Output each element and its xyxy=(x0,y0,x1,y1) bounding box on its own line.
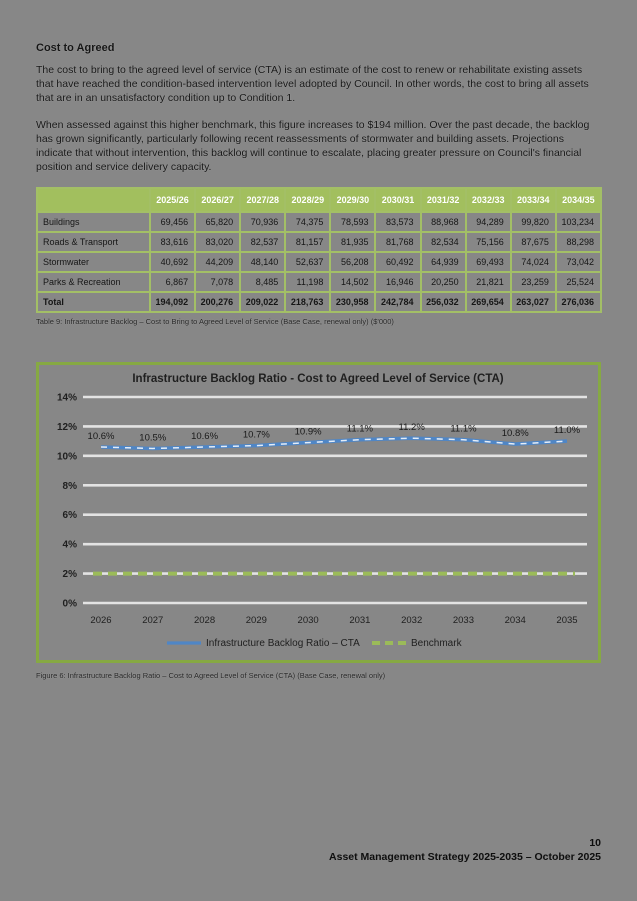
data-label: 10.5% xyxy=(139,432,167,444)
table-row xyxy=(37,232,601,252)
table-cell: 16,946 xyxy=(375,272,420,292)
data-label: 11.1% xyxy=(450,423,477,435)
table-cell: 194,092 xyxy=(150,292,195,312)
data-label: 10.6% xyxy=(87,431,115,443)
table-cell: 82,534 xyxy=(421,232,466,252)
figure-caption: Figure 6: Infrastructure Backlog Ratio – Cost to Agreed Level of Service (CTA) (Base Case, renewal only) xyxy=(36,671,386,680)
paragraph-benchmark: When assessed against this higher benchmark, this figure increases to $194 million. Over the past decade, the backlog has grown significantly, particularly following recent reassessments of stormwater and building assets. Projections indicate that without intervention, this backlog will continue to escalate, placing greater pressure on Council's financial position and service delivery capacity. xyxy=(36,119,590,173)
page-footer xyxy=(329,837,601,863)
backlog-table xyxy=(36,187,602,313)
y-tick-label: 6% xyxy=(62,510,77,522)
x-tick-label: 2027 xyxy=(142,615,164,626)
table-cell: 65,820 xyxy=(195,212,240,232)
table-cell: 83,020 xyxy=(195,232,240,252)
table-header-cell: 2027/28 xyxy=(240,188,285,212)
table-cell: 6,867 xyxy=(150,272,195,292)
y-tick-label: 0% xyxy=(62,598,77,610)
table-cell: 242,784 xyxy=(375,292,420,312)
table-cell: 263,027 xyxy=(511,292,556,312)
table-cell: 103,234 xyxy=(556,212,601,232)
table-cell: 48,140 xyxy=(240,252,285,272)
data-label: 10.6% xyxy=(191,431,219,443)
data-label: 10.9% xyxy=(294,426,322,438)
y-tick-label: 2% xyxy=(62,569,77,581)
x-tick-label: 2033 xyxy=(452,615,475,626)
table-cell: 7,078 xyxy=(195,272,240,292)
table-row xyxy=(37,212,601,232)
chart-canvas xyxy=(39,365,598,660)
table-header-cell: 2029/30 xyxy=(330,188,375,212)
data-label: 11.2% xyxy=(398,422,425,434)
table-cell: 83,616 xyxy=(150,232,195,252)
table-row xyxy=(37,292,601,312)
table-cell: 269,654 xyxy=(466,292,511,312)
table-header-cell: 2033/34 xyxy=(511,188,556,212)
table-header-cell: 2025/26 xyxy=(150,188,195,212)
table-cell: 88,968 xyxy=(421,212,466,232)
y-tick-label: 12% xyxy=(56,421,77,433)
table-cell: 56,208 xyxy=(330,252,375,272)
table-cell: 82,537 xyxy=(240,232,285,252)
row-label: Buildings xyxy=(37,212,150,232)
footer-doc-title: Asset Management Strategy 2025-2035 – October 2025 xyxy=(329,851,601,863)
legend-benchmark-label: Benchmark xyxy=(411,638,462,649)
table-cell: 81,935 xyxy=(330,232,375,252)
table-cell: 81,157 xyxy=(285,232,330,252)
table-cell: 209,022 xyxy=(240,292,285,312)
chart-title: Infrastructure Backlog Ratio - Cost to Agreed Level of Service (CTA) xyxy=(132,373,504,385)
table-cell: 81,768 xyxy=(375,232,420,252)
table-header-cell: 2030/31 xyxy=(375,188,420,212)
backlog-table-body xyxy=(37,212,601,312)
table-cell: 83,573 xyxy=(375,212,420,232)
row-label: Roads & Transport xyxy=(37,232,150,252)
legend-cta-label: Infrastructure Backlog Ratio – CTA xyxy=(206,638,360,649)
table-header-cell: 2034/35 xyxy=(556,188,601,212)
table-cell: 40,692 xyxy=(150,252,195,272)
table-header-cell: 2028/29 xyxy=(285,188,330,212)
table-cell: 75,156 xyxy=(466,232,511,252)
table-cell: 74,375 xyxy=(285,212,330,232)
x-tick-label: 2035 xyxy=(556,615,578,626)
table-cell: 20,250 xyxy=(421,272,466,292)
table-cell: 69,456 xyxy=(150,212,195,232)
table-cell: 87,675 xyxy=(511,232,556,252)
x-tick-label: 2029 xyxy=(245,615,267,626)
paragraph-cost-to-agreed: The cost to bring to the agreed level of service (CTA) is an estimate of the cost to renew or rehabilitate existing assets that have reached the condition-based intervention level adopted by Council. In other words, the cost to bring all assets that are in an unsatisfactory condition up to Condition 1. xyxy=(36,64,589,104)
table-cell: 70,936 xyxy=(240,212,285,232)
row-label: Parks & Recreation xyxy=(37,272,150,292)
x-tick-label: 2032 xyxy=(401,615,423,626)
table-row xyxy=(37,252,601,272)
cta-line xyxy=(101,438,567,448)
table-cell: 88,298 xyxy=(556,232,601,252)
table-header-cell xyxy=(37,188,150,212)
section-title: Cost to Agreed xyxy=(36,42,115,54)
backlog-table-head xyxy=(37,188,601,212)
table-header-cell: 2026/27 xyxy=(195,188,240,212)
row-label: Stormwater xyxy=(37,252,150,272)
table-cell: 23,259 xyxy=(511,272,556,292)
table-header-cell: 2032/33 xyxy=(466,188,511,212)
x-tick-label: 2026 xyxy=(90,615,112,626)
table-cell: 11,198 xyxy=(285,272,330,292)
table-cell: 64,939 xyxy=(421,252,466,272)
table-header-cell: 2031/32 xyxy=(421,188,466,212)
table-header-row xyxy=(37,188,601,212)
table-cell: 73,042 xyxy=(556,252,601,272)
x-tick-label: 2030 xyxy=(297,615,319,626)
x-tick-label: 2031 xyxy=(349,615,371,626)
page-number: 10 xyxy=(589,837,601,849)
y-tick-label: 4% xyxy=(62,539,77,551)
table-cell: 14,502 xyxy=(330,272,375,292)
table-cell: 21,821 xyxy=(466,272,511,292)
row-label: Total xyxy=(37,292,150,312)
table-cell: 94,289 xyxy=(466,212,511,232)
table-cell: 276,036 xyxy=(556,292,601,312)
y-tick-label: 14% xyxy=(56,392,77,404)
table-cell: 8,485 xyxy=(240,272,285,292)
x-tick-label: 2034 xyxy=(504,615,526,626)
table-cell: 52,637 xyxy=(285,252,330,272)
data-label: 10.7% xyxy=(242,429,270,441)
table-cell: 78,593 xyxy=(330,212,375,232)
table-cell: 230,958 xyxy=(330,292,375,312)
data-label: 10.8% xyxy=(501,428,529,440)
table-cell: 44,209 xyxy=(195,252,240,272)
table-cell: 74,024 xyxy=(511,252,556,272)
table-row xyxy=(37,272,601,292)
table-cell: 99,820 xyxy=(511,212,556,232)
table-cell: 60,492 xyxy=(375,252,420,272)
y-tick-label: 10% xyxy=(56,451,77,463)
data-label: 11.1% xyxy=(346,423,374,435)
backlog-ratio-chart xyxy=(36,362,601,663)
table-caption: Table 9: Infrastructure Backlog – Cost to Bring to Agreed Level of Service (Base Case, renewal only) ($'000) xyxy=(36,317,394,326)
table-cell: 69,493 xyxy=(466,252,511,272)
table-cell: 256,032 xyxy=(421,292,466,312)
x-tick-label: 2028 xyxy=(193,615,216,626)
table-cell: 25,524 xyxy=(556,272,601,292)
data-label: 11.0% xyxy=(553,425,581,437)
table-cell: 218,763 xyxy=(285,292,330,312)
table-cell: 200,276 xyxy=(195,292,240,312)
y-tick-label: 8% xyxy=(62,480,77,492)
